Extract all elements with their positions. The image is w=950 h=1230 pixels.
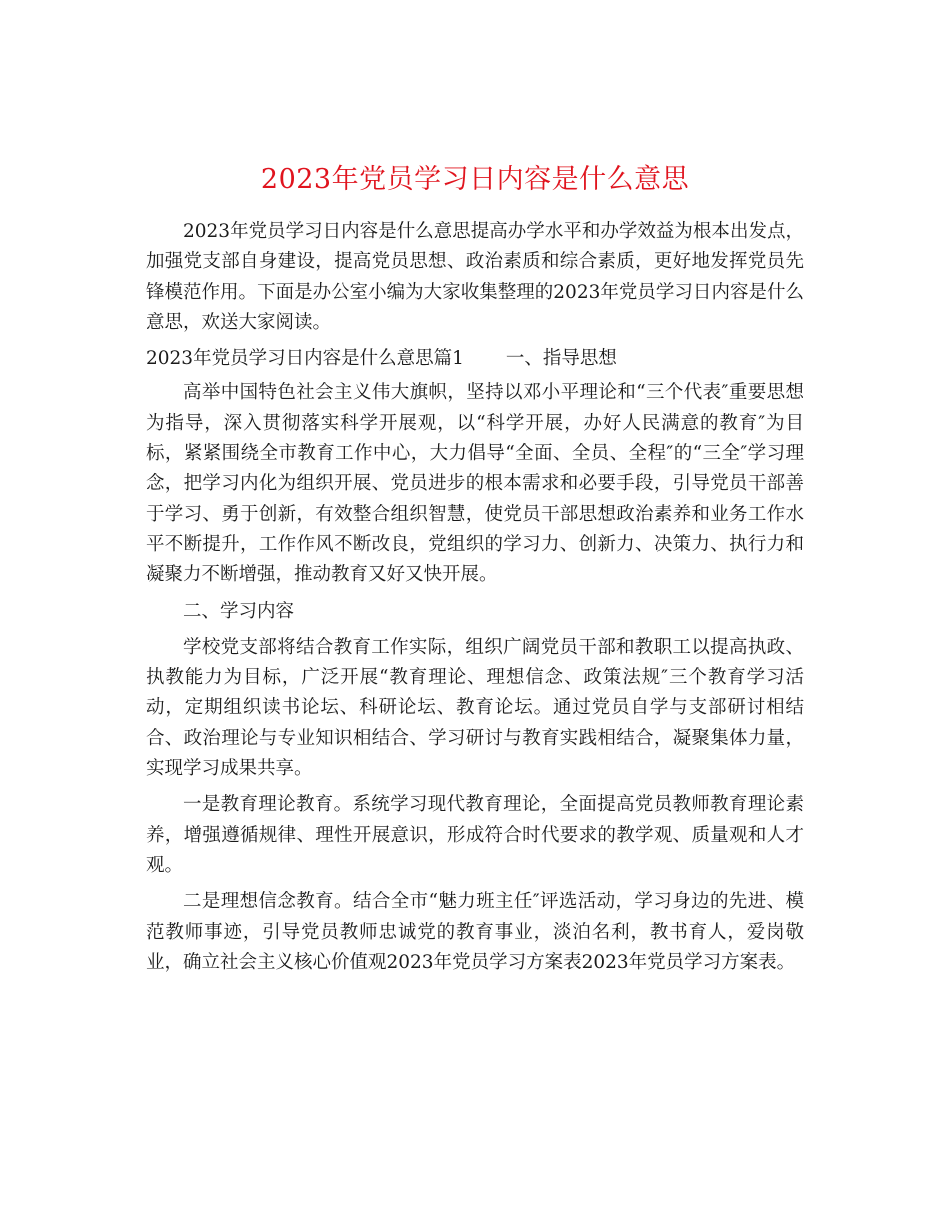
- chapter-heading-line: [146, 344, 804, 374]
- chapter-heading: 2023年党员学习日内容是什么意思篇1: [146, 348, 464, 370]
- document-title: 2023年党员学习日内容是什么意思: [260, 164, 690, 196]
- intro-paragraph: 2023年党员学习日内容是什么意思提高办学水平和办学效益为根本出发点，加强党支部自身建设，提高党员思想、政治素质和综合素质，更好地发挥党员先锋模范作用。下面是办公室小编为大家收集整理的2023年党员学习日内容是什么意思，欢送大家阅读。: [146, 221, 804, 333]
- section2-title: 二、学习内容: [183, 600, 295, 622]
- item1-paragraph: 一是教育理论教育。系统学习现代教育理论，全面提高党员教师教育理论素养，增强遵循规律、理性开展意识，形成符合时代要求的教学观、质量观和人才观。: [146, 794, 804, 876]
- document-body: [146, 217, 804, 984]
- section1-paragraph: 高举中国特色社会主义伟大旗帜，坚持以邓小平理论和“三个代表″重要思想为指导，深入贯彻落实科学开展观，以“科学开展，办好人民满意的教育″为目标，紧紧围绕全市教育工作中心，大力倡导“全面、全员、全程″的“三全″学习理念，把学习内化为组织开展、党员进步的根本需求和必要手段，引导党员干部善于学习、勇于创新，有效整合组织智慧，使党员干部思想政治素养和业务工作水平不断提升，工作作风不断改良，党组织的学习力、创新力、决策力、执行力和凝聚力不断增强，推动教育又好又快开展。: [146, 382, 804, 586]
- section2-paragraph: 学校党支部将结合教育工作实际，组织广阔党员干部和教职工以提高执政、执教能力为目标，广泛开展“教育理论、理想信念、政策法规″三个教育学习活动，定期组织读书论坛、科研论坛、教育论坛。通过党员自学与支部研讨相结合、政治理论与专业知识相结合、学习研讨与教育实践相结合，凝聚集体力量，实现学习成果共享。: [146, 636, 804, 780]
- section1-title: 一、指导思想: [505, 348, 617, 370]
- item2-paragraph: 二是理想信念教育。结合全市“魅力班主任″评选活动，学习身边的先进、模范教师事迹，引导党员教师忠诚党的教育事业，淡泊名利，教书育人，爱岗敬业，确立社会主义核心价值观2023年党员学习方案表2023年党员学习方案表。: [146, 891, 804, 973]
